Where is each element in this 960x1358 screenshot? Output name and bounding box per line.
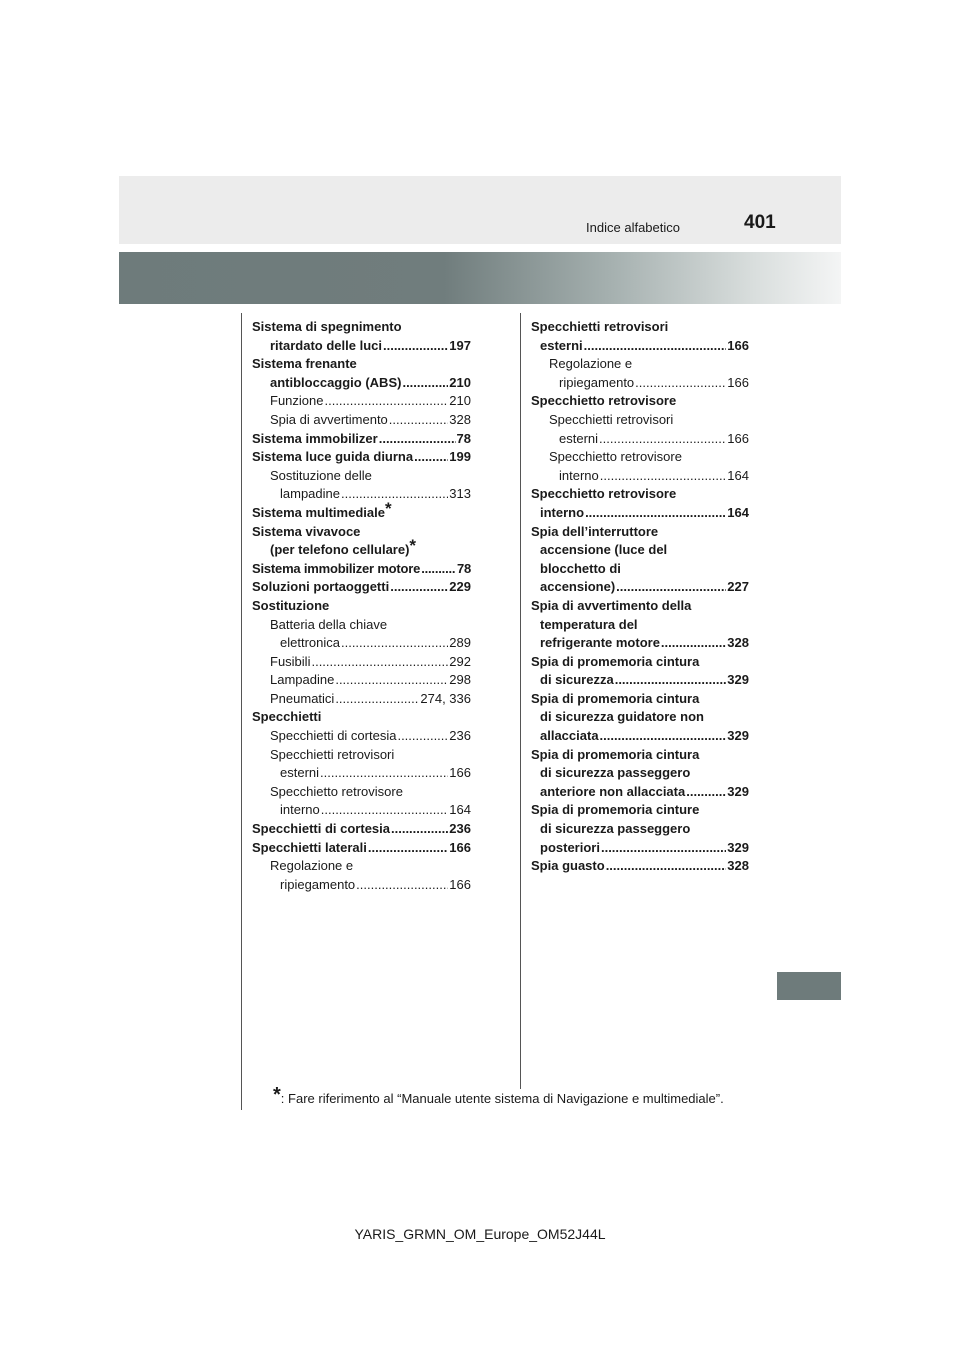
page-ref: 210 bbox=[449, 374, 471, 390]
page-ref: 166 bbox=[449, 876, 471, 892]
index-subentry: Specchietto retrovisore interno ..... 164 bbox=[531, 448, 749, 485]
page-number: 401 bbox=[744, 212, 776, 233]
page-ref: 78 bbox=[456, 430, 471, 446]
page-ref: 227 bbox=[727, 579, 749, 595]
index-subentry: Specchietti retrovisori esterni ..... 166 bbox=[531, 411, 749, 448]
index-entry: Spia guasto ..... 328 bbox=[531, 857, 749, 876]
document-code: YARIS_GRMN_OM_Europe_OM52J44L bbox=[354, 1226, 606, 1242]
page-ref: 329 bbox=[727, 783, 749, 799]
index-subentry: Pneumatici ..... 274, 336 bbox=[252, 690, 471, 709]
footnote: *: Fare riferimento al “Manuale utente sistema di Navigazione e multimediale”. bbox=[273, 1084, 724, 1106]
page-ref: 164 bbox=[727, 504, 749, 520]
page-ref: 274, 336 bbox=[420, 690, 471, 706]
index-subentry: Fusibili ..... 292 bbox=[252, 653, 471, 672]
index-entry: Sistema immobilizer motore ..... 78 bbox=[252, 560, 471, 579]
page-ref: 166 bbox=[727, 430, 749, 446]
page-ref: 199 bbox=[449, 449, 471, 465]
page-ref: 329 bbox=[727, 728, 749, 744]
index-subentry: Specchietto retrovisore interno ..... 164 bbox=[252, 783, 471, 820]
page-ref: 236 bbox=[449, 821, 471, 837]
page-ref: 328 bbox=[727, 858, 749, 874]
page-ref: 78 bbox=[456, 560, 471, 576]
page-ref: 329 bbox=[727, 839, 749, 855]
index-entry: Spia di promemoria cintura di sicurezza passeggero anteriore non allacciata ..... 329 bbox=[531, 746, 749, 802]
index-entry: Specchietto retrovisore bbox=[531, 393, 677, 409]
index-entry: Sistema di spegnimento ritardato delle luci ..... 197 bbox=[252, 318, 471, 355]
page-ref: 329 bbox=[727, 672, 749, 688]
page-ref: 166 bbox=[449, 765, 471, 781]
index-entry: Sistema vivavoce (per telefono cellulare)* bbox=[252, 523, 417, 558]
page-ref: 313 bbox=[449, 486, 471, 502]
footnote-star: * bbox=[273, 1084, 281, 1106]
chapter-thumb-tab bbox=[777, 972, 841, 1000]
page-ref: 236 bbox=[449, 728, 471, 744]
index-entry: Spia di promemoria cinture di sicurezza passeggero posteriori ..... 329 bbox=[531, 801, 749, 857]
index-entry: Specchietti retrovisori esterni ..... 166 bbox=[531, 318, 749, 355]
index-subentry: Sostituzione delle lampadine ..... 313 bbox=[252, 467, 471, 504]
page-ref: 164 bbox=[727, 467, 749, 483]
index-entry: Spia di promemoria cintura di sicurezza ..... 329 bbox=[531, 653, 749, 690]
page-ref: 292 bbox=[449, 653, 471, 669]
index-column-left bbox=[252, 318, 471, 894]
index-subentry: Regolazione e ripiegamento ..... 166 bbox=[531, 355, 749, 392]
index-entry: Specchietti bbox=[252, 709, 322, 725]
index-entry: Spia di avvertimento della temperatura del refrigerante motore ..... 328 bbox=[531, 597, 749, 653]
page-ref: 164 bbox=[449, 802, 471, 818]
index-entry: Sistema immobilizer ..... 78 bbox=[252, 430, 471, 449]
index-entry: Sistema luce guida diurna ..... 199 bbox=[252, 448, 471, 467]
page-ref: 210 bbox=[449, 393, 471, 409]
index-subentry: Spia di avvertimento ..... 328 bbox=[252, 411, 471, 430]
page-ref: 298 bbox=[449, 672, 471, 688]
page-ref: 289 bbox=[449, 635, 471, 651]
page-ref: 229 bbox=[449, 579, 471, 595]
index-subentry: Regolazione e ripiegamento ..... 166 bbox=[252, 857, 471, 894]
index-entry: Sistema frenante antibloccaggio (ABS) ..... 210 bbox=[252, 355, 471, 392]
index-entry: Soluzioni portaoggetti ..... 229 bbox=[252, 578, 471, 597]
index-entry: Spia di promemoria cintura di sicurezza guidatore non allacciata ..... 329 bbox=[531, 690, 749, 746]
page-ref: 328 bbox=[727, 635, 749, 651]
index-entry: Specchietti laterali ..... 166 bbox=[252, 839, 471, 858]
left-column-rule bbox=[241, 313, 242, 1110]
index-subentry: Specchietti di cortesia ..... 236 bbox=[252, 727, 471, 746]
index-entry: Sistema multimediale* bbox=[252, 498, 392, 520]
chapter-gradient-band bbox=[119, 252, 841, 304]
footnote-star: * bbox=[384, 498, 392, 518]
index-entry: Spia dell’interruttore accensione (luce del blocchetto di accensione) ..... 227 bbox=[531, 523, 749, 597]
index-subentry: Batteria della chiave elettronica ..... 289 bbox=[252, 616, 471, 653]
section-title: Indice alfabetico bbox=[586, 220, 680, 235]
index-subentry: Lampadine ..... 298 bbox=[252, 671, 471, 690]
page-ref: 166 bbox=[727, 337, 749, 353]
page-ref: 197 bbox=[449, 337, 471, 353]
page-ref: 166 bbox=[449, 839, 471, 855]
middle-column-rule bbox=[520, 313, 521, 1089]
index-entry: Specchietti di cortesia ..... 236 bbox=[252, 820, 471, 839]
page-ref: 328 bbox=[449, 411, 471, 427]
page-ref: 166 bbox=[727, 374, 749, 390]
index-column-right bbox=[531, 318, 749, 876]
index-subentry: Funzione ..... 210 bbox=[252, 392, 471, 411]
index-entry: Specchietto retrovisore interno ..... 164 bbox=[531, 485, 749, 522]
header-band bbox=[119, 176, 841, 244]
index-subentry: Specchietti retrovisori esterni ..... 166 bbox=[252, 746, 471, 783]
footnote-star: * bbox=[409, 536, 417, 556]
index-entry: Sostituzione bbox=[252, 597, 330, 613]
